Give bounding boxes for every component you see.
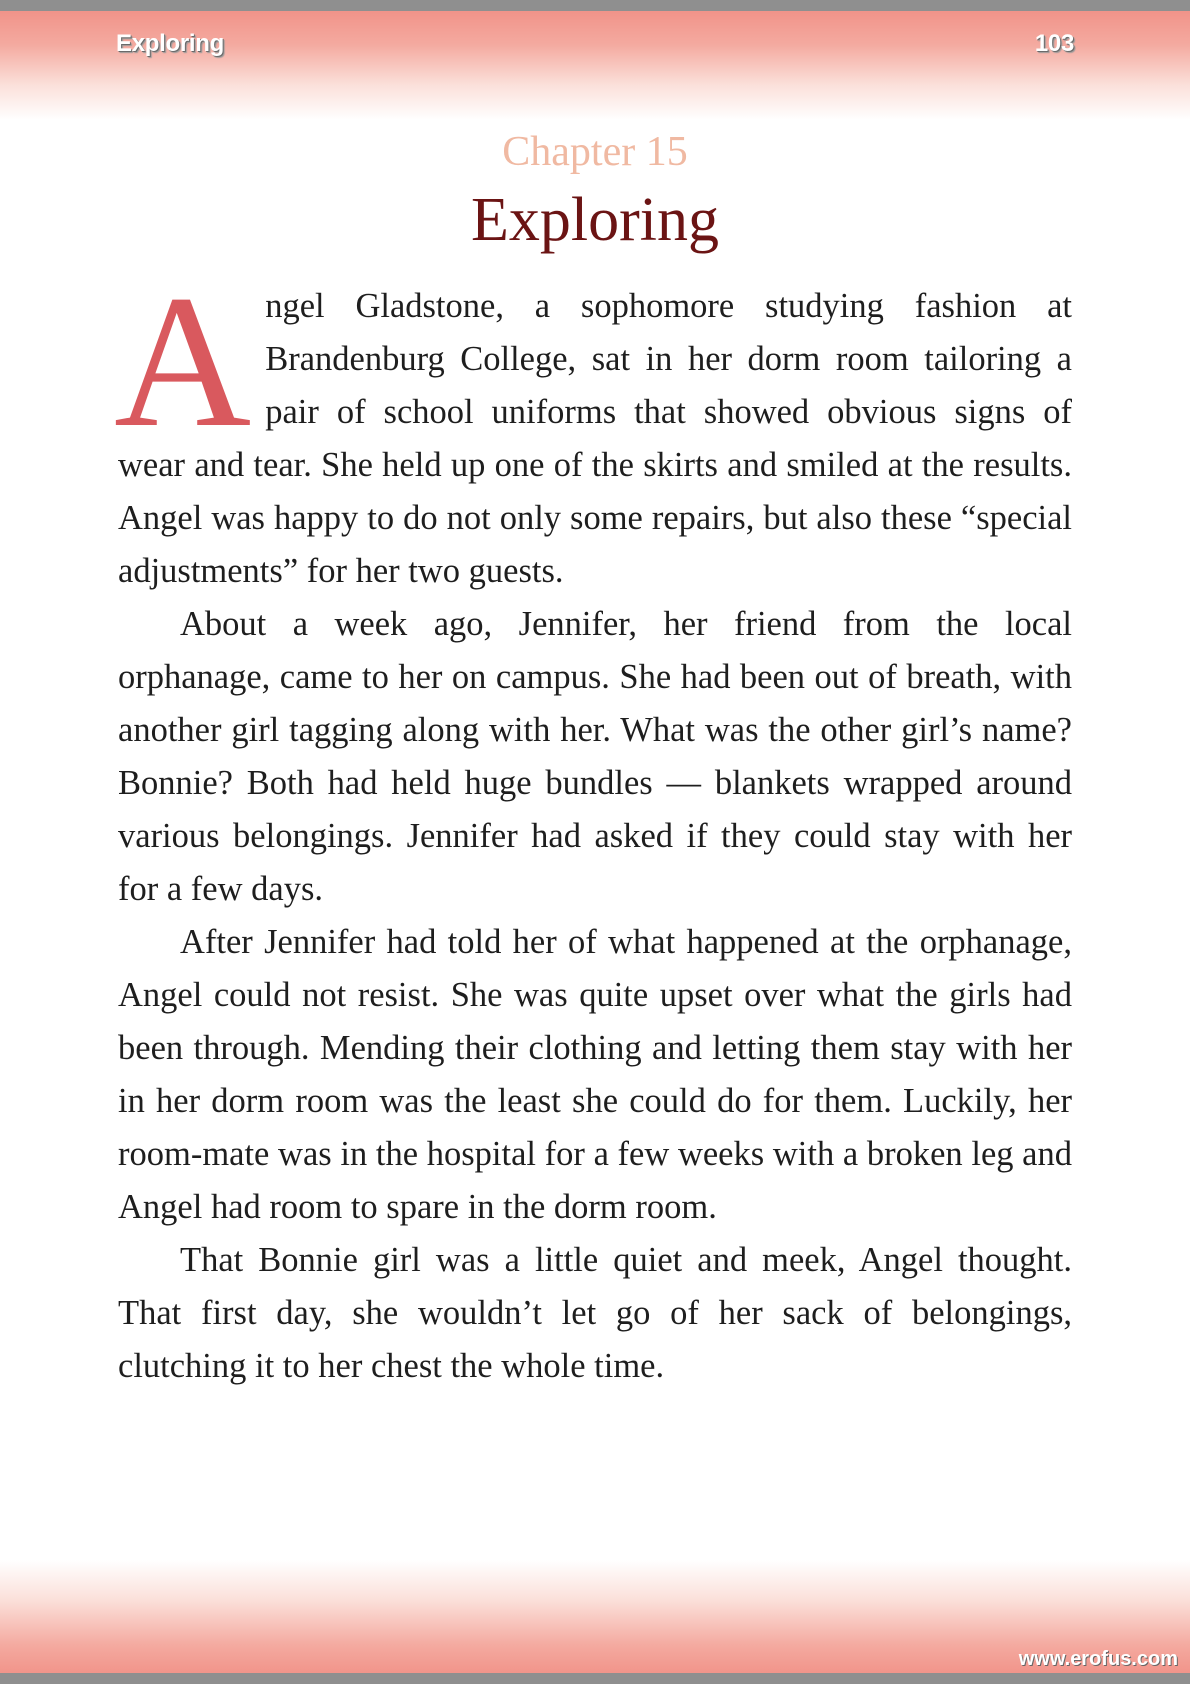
drop-cap: A (114, 257, 252, 467)
chapter-label: Chapter 15 (502, 129, 688, 175)
paragraph-1-text: ngel Gladstone, a sophomore studying fashion at Brandenburg College, sat in her dorm room tailoring a pair of school uniforms that showed obvious signs of wear and tear. She held up one of the skirts and smiled at the results. Angel was happy to do not only some repairs, but also these “special adjustments” for her two guests. (118, 287, 1072, 590)
footer-band (0, 1560, 1190, 1684)
footer-bar (0, 1673, 1190, 1684)
paragraph-2: About a week ago, Jennifer, her friend from the local orphanage, came to her on campus. She had been out of breath, with another girl tagging along with her. What was the other girl’s name? Bonnie? Both had held huge bundles — blankets wrapped around various belongings. Jennifer had asked if they could stay with her for a few days. (118, 605, 1072, 908)
header-band (0, 0, 1190, 120)
watermark-text: www.erofus.com (1018, 1648, 1178, 1670)
header-bar (0, 0, 1190, 11)
chapter-title: Exploring (471, 186, 719, 254)
paragraph-3: After Jennifer had told her of what happened at the orphanage, Angel could not resist. She was quite upset over what the girls had been through. Mending their clothing and letting them stay with her in her dorm room was the least she could do for them. Luckily, her room-mate was in the hospital for a few weeks with a broken leg and Angel had room to spare in the dorm room. (118, 923, 1072, 1226)
paragraph-1 (114, 257, 1072, 598)
running-head-title: Exploring (116, 30, 224, 57)
body-text (114, 257, 1072, 1393)
page-number: 103 (1034, 30, 1074, 57)
paragraph-4: That Bonnie girl was a little quiet and meek, Angel thought. That first day, she wouldn’t let go of her sack of belongings, clutching it to her chest the whole time. (118, 1241, 1072, 1385)
